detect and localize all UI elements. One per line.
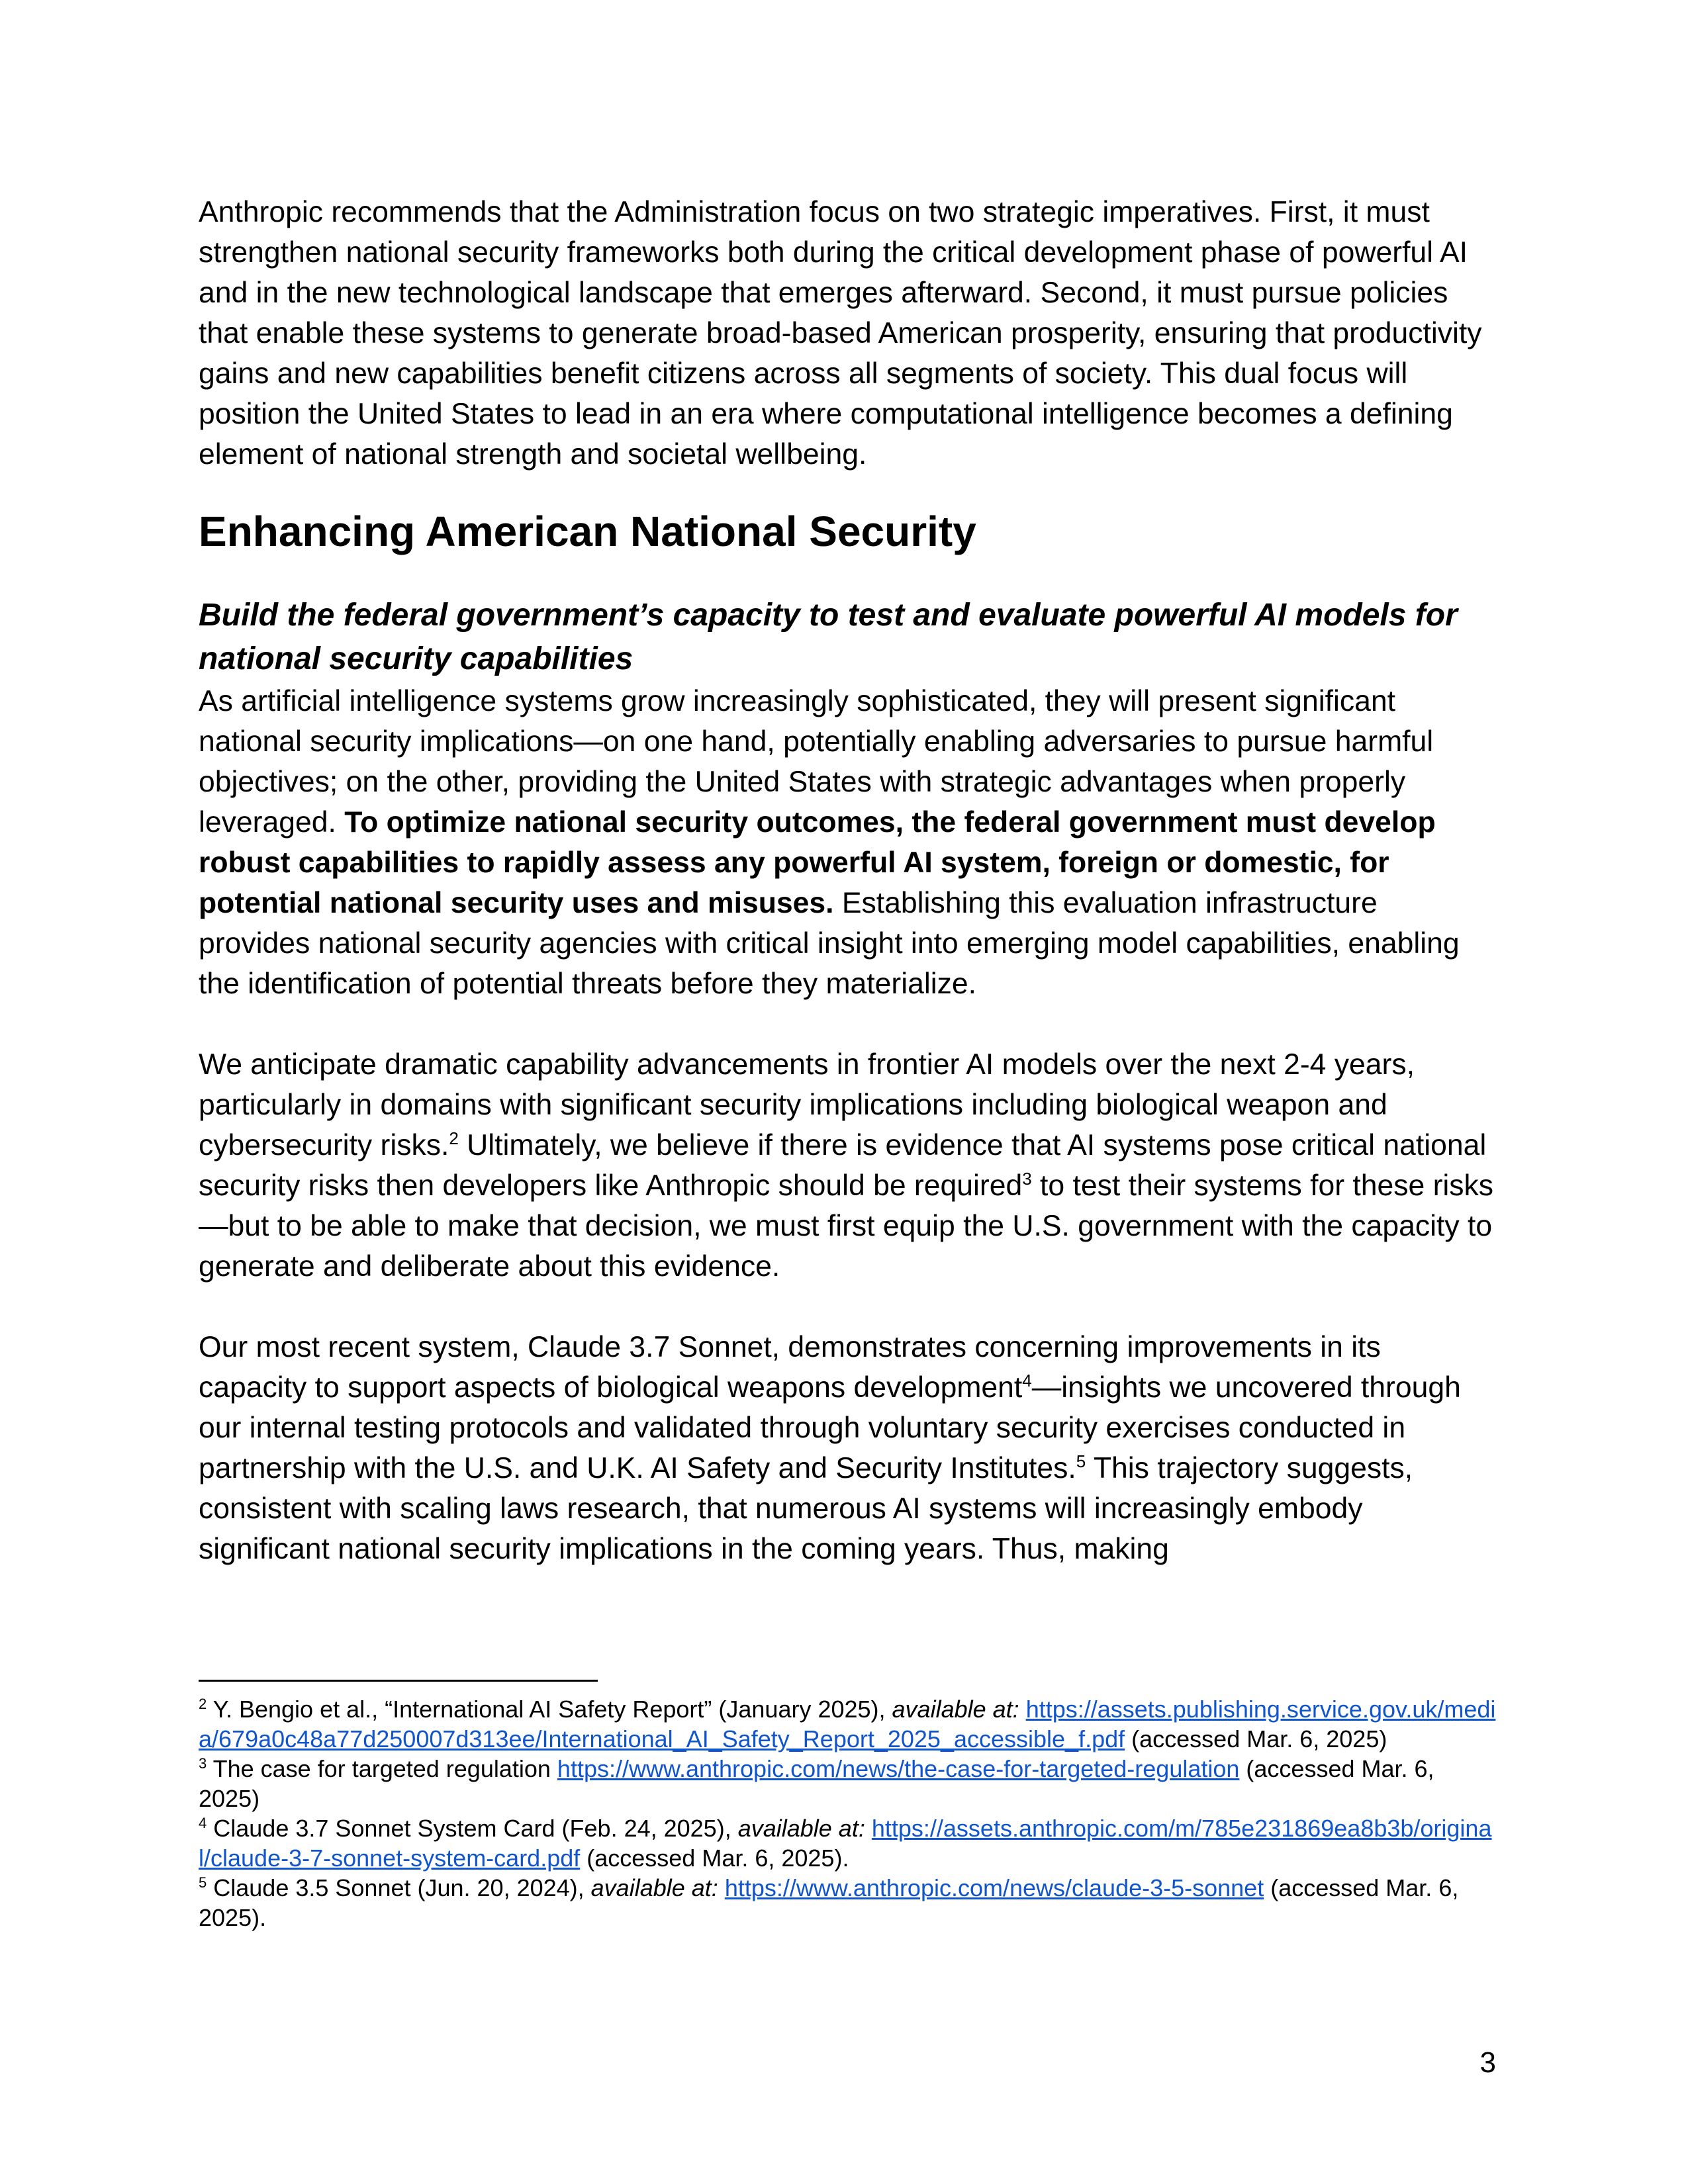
paragraph-claude-sonnet [199, 1327, 1496, 1569]
footnote-text: Claude 3.5 Sonnet (Jun. 20, 2024), [207, 1874, 591, 1901]
footnote-number: 5 [199, 1874, 207, 1891]
footnote-ref[interactable]: 5 [1076, 1451, 1086, 1472]
footnote-number: 2 [199, 1696, 207, 1712]
footnote-space [1019, 1696, 1026, 1723]
footnote-text: (accessed Mar. 6, 2025). [199, 1874, 1459, 1931]
footnote-ref[interactable]: 4 [1022, 1371, 1032, 1391]
page-number: 3 [1479, 2046, 1496, 2079]
paragraph-text: Our most recent system, Claude 3.7 Sonnet, demonstrates concerning improvements in its capacity to support aspects of biological weapons development [199, 1331, 1381, 1404]
paragraph-text: to test their systems for these risks—but to be able to make that decision, we must first equip the U.S. government with the capacity to generate and deliberate about this evidence. [199, 1169, 1494, 1283]
footnote-space [865, 1815, 872, 1842]
paragraph-capability-advancements [199, 1044, 1496, 1287]
footnote-link[interactable]: https://assets.publishing.service.gov.uk/media/679a0c48a77d250007d313ee/International_AI_Safety_Report_2025_accessible_f.pdf [199, 1696, 1496, 1752]
document-body [199, 192, 1496, 1569]
footnote-text: (accessed Mar. 6, 2025). [580, 1844, 849, 1872]
paragraph-text: This trajectory suggests, consistent with scaling laws research, that numerous AI systems will increasingly embody significant national security implications in the coming years. Thus, making [199, 1452, 1413, 1565]
paragraph-evaluation-capacity [199, 681, 1496, 1004]
footnote-link[interactable]: https://www.anthropic.com/news/claude-3-5-sonnet [724, 1874, 1264, 1901]
footnote-item [199, 1754, 1496, 1813]
footnote-italic: available at: [590, 1874, 718, 1901]
footnote-text: (accessed Mar. 6, 2025) [199, 1755, 1434, 1812]
footnote-italic: available at: [737, 1815, 865, 1842]
paragraph-text: We anticipate dramatic capability advancements in frontier AI models over the next 2-4 years, particularly in domains with significant security implications including biological weapon and cybersecurity risks. [199, 1048, 1415, 1161]
footnote-italic: available at: [892, 1696, 1019, 1723]
footnote-text: The case for targeted regulation [207, 1755, 557, 1782]
footnote-ref[interactable]: 2 [449, 1128, 459, 1149]
paragraph-text: Establishing this evaluation infrastructure provides national security agencies with critical insight into emerging model capabilities, enabling the identification of potential threats before they materialize. [199, 887, 1460, 1000]
subsection-heading: Build the federal government’s capacity to test and evaluate powerful AI models for national security capabilities [199, 598, 1458, 676]
footnote-text: Claude 3.7 Sonnet System Card (Feb. 24, 2025), [207, 1815, 738, 1842]
footnote-item [199, 1694, 1496, 1754]
footnotes [199, 1694, 1496, 1933]
footnote-item [199, 1813, 1496, 1873]
footnote-number: 3 [199, 1755, 207, 1772]
footnote-number: 4 [199, 1815, 207, 1831]
paragraph-text: As artificial intelligence systems grow increasingly sophisticated, they will present significant national security implications—on one hand, potentially enabling adversaries to pursue harmful objectives; on the other, providing the United States with strategic advantages when properly leveraged. [199, 685, 1434, 839]
footnote-space [718, 1874, 725, 1901]
section-heading: Enhancing American National Security [199, 508, 976, 555]
footnote-link[interactable]: https://www.anthropic.com/news/the-case-for-targeted-regulation [557, 1755, 1240, 1782]
paragraph-text: —insights we uncovered through our internal testing protocols and validated through voluntary security exercises conducted in partnership with the U.S. and U.K. AI Safety and Security Institutes. [199, 1371, 1461, 1484]
footnote-item [199, 1873, 1496, 1933]
footnote-text: (accessed Mar. 6, 2025) [1125, 1725, 1387, 1752]
footnote-ref[interactable]: 3 [1022, 1169, 1032, 1189]
intro-paragraph: Anthropic recommends that the Administration focus on two strategic imperatives. First, it must strengthen national security frameworks both during the critical development phase of powerful AI and in the new technological landscape that emerges afterward. Second, it must pursue policies that enable these systems to generate broad-based American prosperity, ensuring that productivity gains and new capabilities benefit citizens across all segments of society. This dual focus will position the United States to lead in an era where computational intelligence becomes a defining element of national strength and societal wellbeing. [199, 196, 1482, 471]
paragraph-text: Ultimately, we believe if there is evidence that AI systems pose critical national security risks then developers like Anthropic should be required [199, 1129, 1487, 1202]
footnote-divider [199, 1680, 598, 1682]
bold-recommendation: To optimize national security outcomes, the federal government must develop robust capabilities to rapidly assess any powerful AI system, foreign or domestic, for potential national security uses and misuses. [199, 806, 1436, 919]
footnote-text: Y. Bengio et al., “International AI Safety Report” (January 2025), [207, 1696, 892, 1723]
footnote-link[interactable]: https://assets.anthropic.com/m/785e231869ea8b3b/original/claude-3-7-sonnet-system-card.pdf [199, 1815, 1492, 1872]
